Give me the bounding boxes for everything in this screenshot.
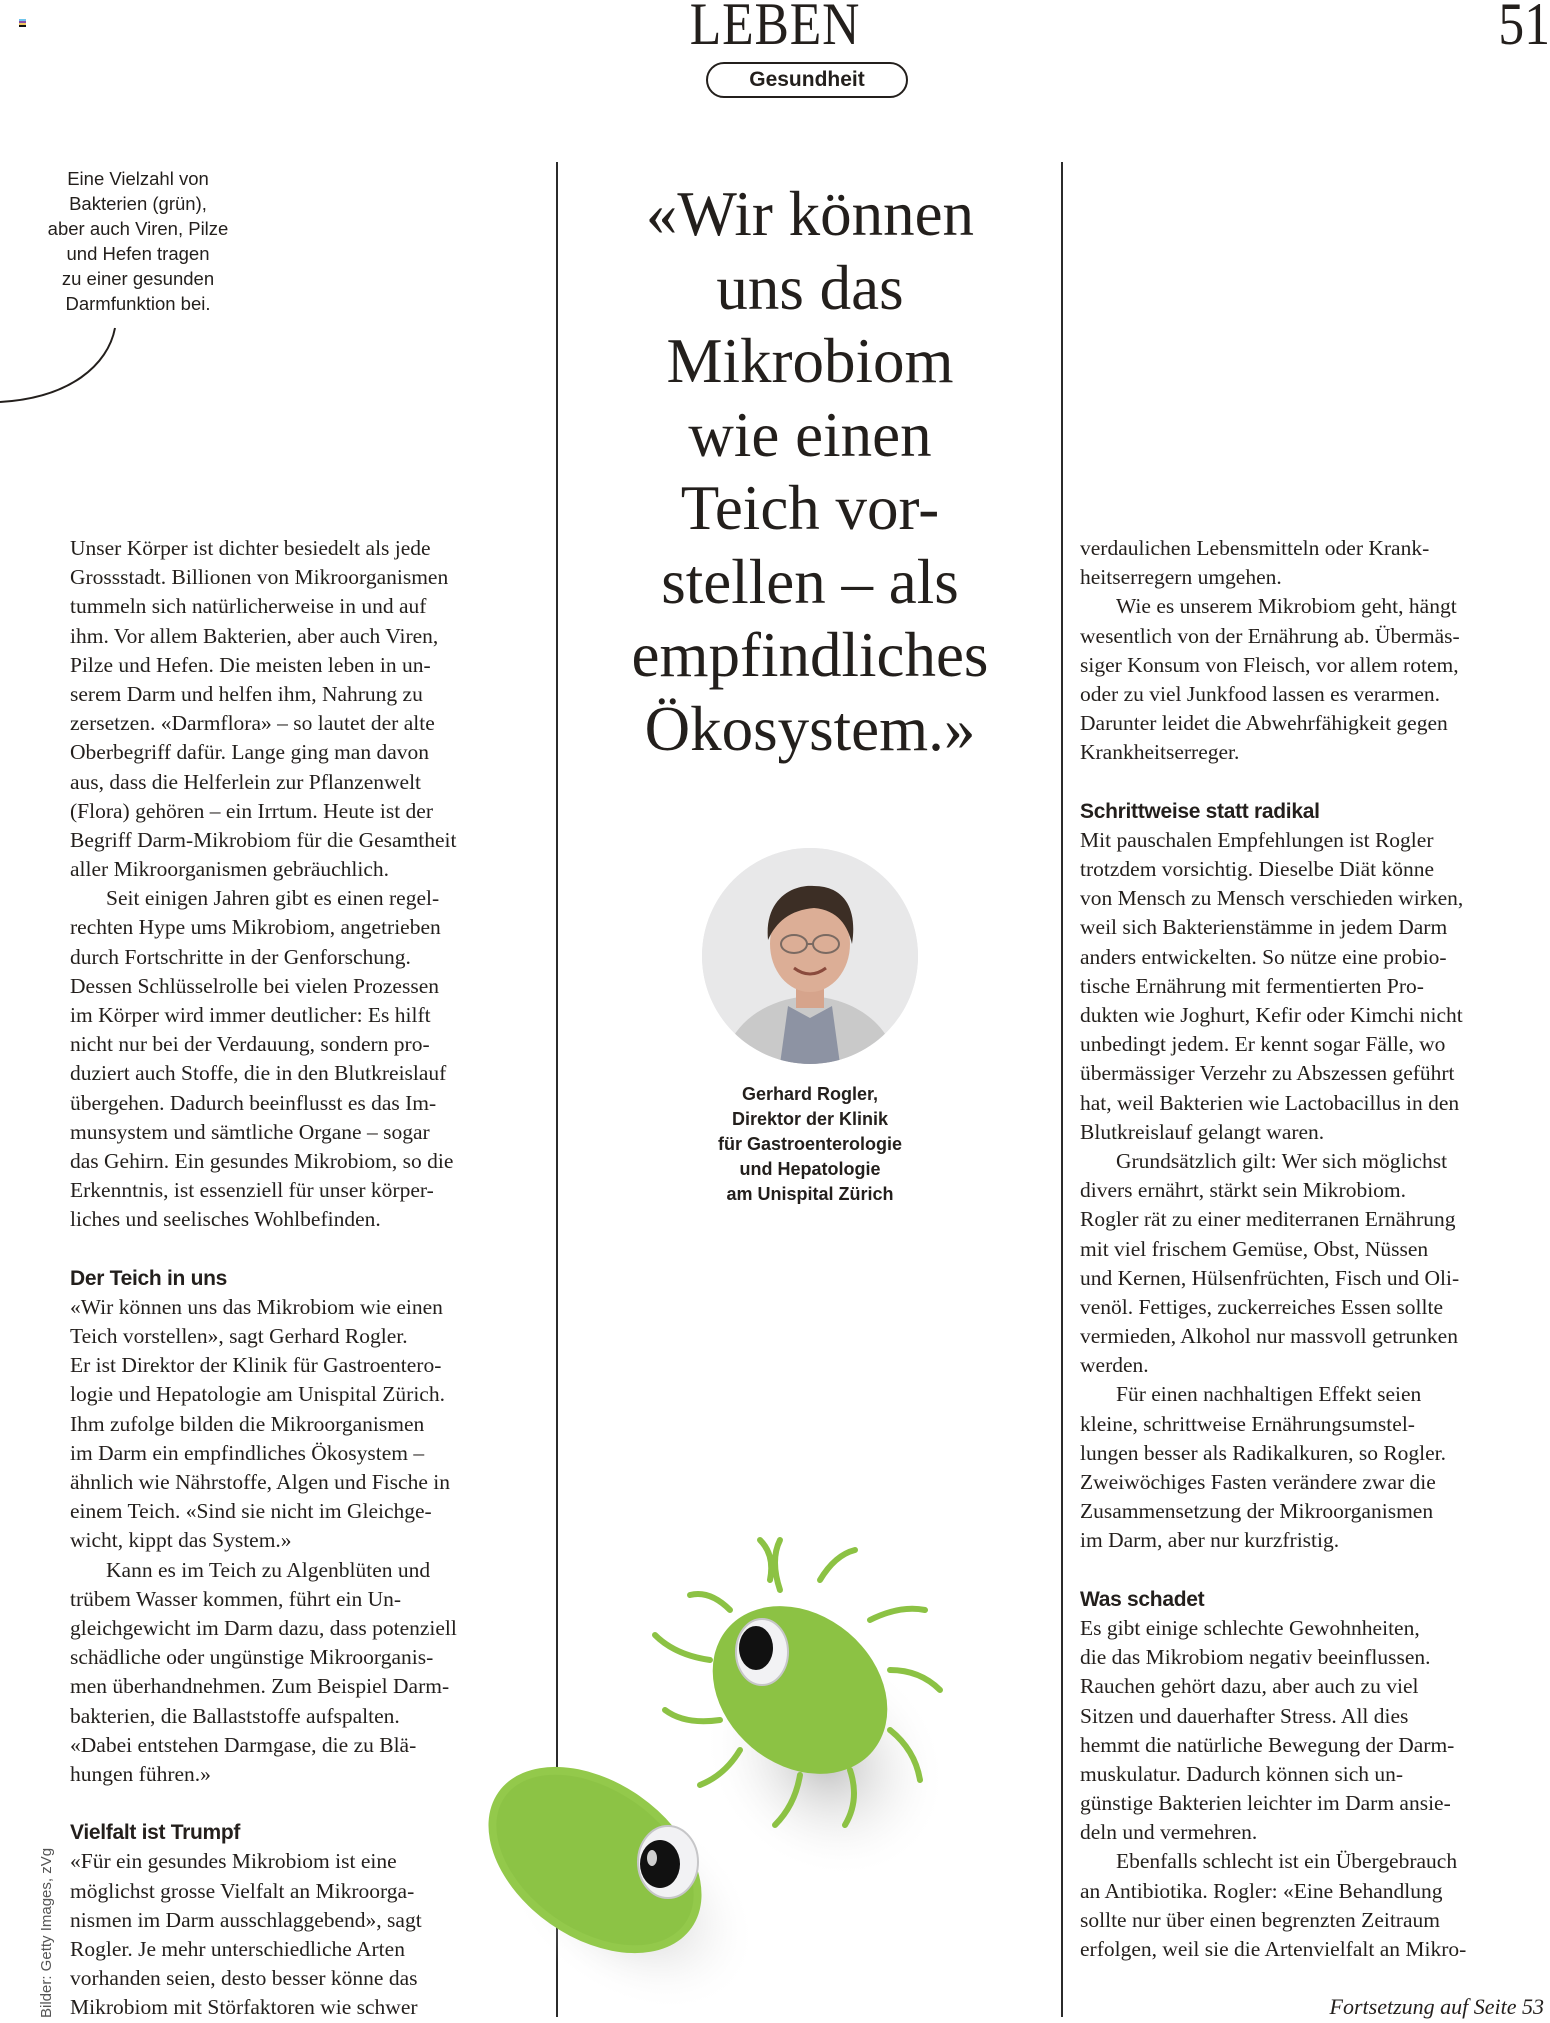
text-line: Pilze und Hefen. Die meisten leben in un- bbox=[70, 652, 431, 677]
text-line: Zusammensetzung der Mikroorganismen bbox=[1080, 1499, 1434, 1524]
paragraph bbox=[1080, 1147, 1546, 1381]
caption-line: Darmfunktion bei. bbox=[65, 293, 211, 314]
text-line: von Mensch zu Mensch verschieden wirken, bbox=[1080, 886, 1464, 911]
text-line: liches und seelisches Wohlbefinden. bbox=[70, 1207, 381, 1232]
paragraph bbox=[70, 884, 545, 1234]
text-line: tische Ernährung mit fermentierten Pro- bbox=[1080, 973, 1424, 998]
text-line: trübem Wasser kommen, führt ein Un- bbox=[70, 1586, 402, 1611]
pull-quote-line: stellen – als bbox=[661, 546, 959, 617]
text-line: nismen im Darm ausschlaggebend», sagt bbox=[70, 1907, 422, 1932]
paragraph bbox=[1080, 826, 1546, 1147]
text-line: serem Darm und helfen ihm, Nahrung zu bbox=[70, 681, 423, 706]
text-line: Teich vorstellen», sagt Gerhard Rogler. bbox=[70, 1324, 408, 1349]
text-line: gleichgewicht im Darm dazu, dass potenziell bbox=[70, 1615, 457, 1640]
text-line: im Körper wird immer deutlicher: Es hilft bbox=[70, 1003, 431, 1027]
caption-line: und Hepatologie bbox=[739, 1159, 881, 1179]
text-line: die das Mikrobiom negativ beeinflussen. bbox=[1080, 1645, 1431, 1670]
text-line: möglichst grosse Vielfalt an Mikroorga- bbox=[70, 1878, 415, 1903]
text-line: Blutkreislauf gelangt waren. bbox=[1080, 1119, 1325, 1144]
text-line: Begriff Darm-Mikrobiom für die Gesamtheit bbox=[70, 827, 457, 852]
text-line: das Gehirn. Ein gesundes Mikrobiom, so die bbox=[70, 1148, 454, 1173]
text-line: wesentlich von der Ernährung ab. Übermäs- bbox=[1080, 623, 1460, 648]
text-line: Zweiwöchiges Fasten verändere zwar die bbox=[1080, 1470, 1436, 1494]
text-line: Rogler. Je mehr unterschiedliche Arten bbox=[70, 1937, 405, 1961]
text-line: heitserregern umgehen. bbox=[1080, 565, 1282, 590]
text-line: erfolgen, weil sie die Artenvielfalt an Mikro- bbox=[1080, 1937, 1467, 1961]
paragraph bbox=[1080, 1847, 1546, 1964]
text-line: men überhandnehmen. Zum Beispiel Darm- bbox=[70, 1674, 450, 1699]
pull-quote-line: Teich vor- bbox=[680, 473, 940, 543]
text-line: ähnlich wie Nährstoffe, Algen und Fische in bbox=[70, 1470, 450, 1494]
article-column-right bbox=[1080, 534, 1546, 1964]
text-line: Dessen Schlüsselrolle bei vielen Prozessen bbox=[70, 973, 439, 998]
text-line: Mit pauschalen Empfehlungen ist Rogler bbox=[1080, 827, 1434, 852]
text-line: Ihm zufolge bilden die Mikroorganismen bbox=[70, 1411, 425, 1436]
paragraph bbox=[70, 1293, 545, 1556]
text-line: werden. bbox=[1080, 1353, 1149, 1378]
paragraph bbox=[1080, 592, 1546, 767]
bacteria-illustration bbox=[480, 1520, 1080, 2020]
text-line: durch Fortschritte in der Genforschung. bbox=[70, 944, 411, 969]
text-line: tummeln sich natürlicherweise in und auf bbox=[70, 594, 427, 619]
text-line: aus, dass die Helferlein zur Pflanzenwelt bbox=[70, 769, 422, 794]
text-line: Rogler rät zu einer mediterranen Ernährung bbox=[1080, 1207, 1456, 1232]
portrait-photo bbox=[702, 848, 918, 1064]
text-line: ihm. Vor allem Bakterien, aber auch Viren, bbox=[70, 623, 439, 648]
text-line: venöl. Fettiges, zuckerreiches Essen sollte bbox=[1080, 1294, 1444, 1319]
text-line: munsystem und sämtliche Organe – sogar bbox=[70, 1119, 430, 1144]
text-line: vermieden, Alkohol nur massvoll getrunken bbox=[1080, 1324, 1458, 1349]
pull-quote bbox=[570, 178, 1050, 766]
text-line: trotzdem vorsichtig. Dieselbe Diät könne bbox=[1080, 857, 1435, 882]
text-line: Für einen nachhaltigen Effekt seien bbox=[1116, 1382, 1422, 1407]
pull-quote-line: empfindliches bbox=[631, 620, 989, 690]
text-line: dukten wie Joghurt, Kefir oder Kimchi nicht bbox=[1080, 1003, 1463, 1027]
caption-line: aber auch Viren, Pilze bbox=[47, 218, 229, 239]
caption-line: Eine Vielzahl von bbox=[67, 168, 209, 189]
text-line: vorhanden seien, desto besser könne das bbox=[70, 1966, 418, 1991]
text-line: schädliche oder ungünstige Mikroorganis- bbox=[70, 1645, 434, 1670]
text-line: übermässiger Verzehr zu Abszessen geführt bbox=[1080, 1061, 1455, 1086]
text-line: Grundsätzlich gilt: Wer sich möglichst bbox=[1116, 1148, 1448, 1173]
paragraph bbox=[70, 1556, 545, 1790]
text-line: Sitzen und dauerhafter Stress. All dies bbox=[1080, 1703, 1409, 1728]
text-line: hungen führen.» bbox=[70, 1761, 211, 1786]
text-line: Rauchen gehört dazu, aber auch zu viel bbox=[1080, 1674, 1419, 1699]
text-line: einem Teich. «Sind sie nicht im Gleichge- bbox=[70, 1499, 432, 1524]
paragraph bbox=[1080, 1380, 1546, 1555]
person-portrait-icon bbox=[702, 848, 918, 1064]
text-line: oder zu viel Junkfood lassen es verarmen. bbox=[1080, 681, 1441, 706]
pull-quote-line: uns das bbox=[716, 252, 904, 323]
text-line: mit viel frischem Gemüse, Obst, Nüssen bbox=[1080, 1236, 1429, 1261]
text-line: muskulatur. Dadurch können sich un- bbox=[1080, 1761, 1404, 1786]
caption-line: Direktor der Klinik bbox=[731, 1109, 889, 1129]
article-column-left bbox=[70, 534, 545, 2023]
text-line: Ebenfalls schlecht ist ein Übergebrauch bbox=[1116, 1849, 1458, 1874]
text-line: hat, weil Bakterien wie Lactobacillus in den bbox=[1080, 1090, 1460, 1115]
subheading: Schrittweise statt radikal bbox=[1080, 799, 1320, 823]
text-line: Grossstadt. Billionen von Mikroorganismen bbox=[70, 565, 449, 590]
page-number: 51 bbox=[1498, 0, 1550, 57]
caption-line: zu einer gesunden bbox=[61, 268, 215, 289]
paragraph bbox=[70, 1847, 545, 2022]
text-line: «Dabei entstehen Darmgase, die zu Blä- bbox=[70, 1732, 417, 1757]
text-line: Wie es unserem Mikrobiom geht, hängt bbox=[1116, 594, 1457, 619]
text-line: «Für ein gesundes Mikrobiom ist eine bbox=[70, 1849, 397, 1874]
text-line: duziert auch Stoffe, die in den Blutkreislauf bbox=[70, 1061, 447, 1086]
text-line: sollte nur über einen begrenzten Zeitraum bbox=[1080, 1907, 1440, 1932]
image-caption bbox=[28, 166, 248, 316]
text-line: im Darm, aber nur kurzfristig. bbox=[1080, 1528, 1340, 1553]
text-line: «Wir können uns das Mikrobiom wie einen bbox=[70, 1294, 443, 1319]
text-line: logie und Hepatologie am Unispital Zürich. bbox=[70, 1382, 445, 1407]
text-line: an Antibiotika. Rogler: «Eine Behandlung bbox=[1080, 1878, 1443, 1903]
caption-line: am Unispital Zürich bbox=[726, 1184, 894, 1204]
text-line: nicht nur bei der Verdauung, sondern pro- bbox=[70, 1032, 430, 1057]
text-line: Unser Körper ist dichter besiedelt als jede bbox=[70, 536, 431, 560]
text-line: übergehen. Dadurch beeinflusst es das Im- bbox=[70, 1090, 437, 1115]
paragraph bbox=[1080, 534, 1546, 592]
photo-credit: Bilder: Getty Images, zVg bbox=[38, 1847, 55, 2018]
paragraph bbox=[1080, 1614, 1546, 1848]
text-line: Er ist Direktor der Klinik für Gastroentero- bbox=[70, 1353, 442, 1378]
portrait-caption bbox=[680, 1082, 940, 1207]
paragraph bbox=[70, 534, 545, 884]
subheading: Der Teich in uns bbox=[70, 1266, 228, 1290]
caption-line: Bakterien (grün), bbox=[69, 193, 207, 214]
text-line: Oberbegriff dafür. Lange ging man davon bbox=[70, 740, 430, 765]
section-title: LEBEN bbox=[689, 0, 861, 57]
registration-mark bbox=[19, 19, 26, 29]
text-line: Es gibt einige schlechte Gewohnheiten, bbox=[1080, 1615, 1420, 1640]
caption-pointer-arc-icon bbox=[0, 320, 130, 410]
text-line: unbedingt jedem. Er kennt sogar Fälle, wo bbox=[1080, 1032, 1446, 1057]
text-line: günstige Bakterien leichter im Darm ansie- bbox=[1080, 1791, 1451, 1816]
text-line: verdaulichen Lebensmitteln oder Krank- bbox=[1080, 536, 1430, 560]
text-line: und Kernen, Hülsenfrüchten, Fisch und Oli- bbox=[1080, 1265, 1460, 1290]
text-line: im Darm ein empfindliches Ökosystem – bbox=[70, 1440, 425, 1465]
text-line: Erkenntnis, ist essenziell für unser körper- bbox=[70, 1178, 434, 1203]
text-line: weil sich Bakterienstämme in jedem Darm bbox=[1080, 915, 1448, 940]
text-line: bakterien, die Ballaststoffe aufspalten. bbox=[70, 1703, 400, 1728]
rubric-badge: Gesundheit bbox=[706, 62, 908, 98]
continuation-note: Fortsetzung auf Seite 53 bbox=[1329, 1994, 1544, 2019]
caption-line: für Gastroenterologie bbox=[717, 1134, 903, 1154]
text-line: Seit einigen Jahren gibt es einen regel- bbox=[106, 886, 440, 911]
text-line: anders entwickelten. So nütze eine probio- bbox=[1080, 944, 1447, 969]
text-line: rechten Hype ums Mikrobiom, angetrieben bbox=[70, 915, 441, 940]
text-line: deln und vermehren. bbox=[1080, 1820, 1258, 1845]
subheading: Was schadet bbox=[1080, 1587, 1205, 1611]
text-line: (Flora) gehören – ein Irrtum. Heute ist der bbox=[70, 798, 433, 823]
pull-quote-line: Ökosystem.» bbox=[644, 693, 976, 764]
text-line: aller Mikroorganismen gebräuchlich. bbox=[70, 857, 390, 882]
text-line: Darunter leidet die Abwehrfähigkeit gegen bbox=[1080, 711, 1448, 736]
text-line: Mikrobiom mit Störfaktoren wie schwer bbox=[70, 1995, 418, 2020]
text-line: siger Konsum von Fleisch, vor allem rotem, bbox=[1080, 652, 1459, 677]
subheading: Vielfalt ist Trumpf bbox=[70, 1821, 241, 1845]
text-line: zersetzen. «Darmflora» – so lautet der alte bbox=[70, 711, 435, 736]
text-line: kleine, schrittweise Ernährungsumstel- bbox=[1080, 1411, 1415, 1436]
text-line: hemmt die natürliche Bewegung der Darm- bbox=[1080, 1732, 1455, 1757]
text-line: Kann es im Teich zu Algenblüten und bbox=[106, 1557, 431, 1582]
text-line: wicht, kippt das System.» bbox=[70, 1528, 292, 1553]
text-line: lungen besser als Radikalkuren, so Rogler. bbox=[1080, 1440, 1447, 1465]
pull-quote-line: Mikrobiom bbox=[666, 326, 954, 396]
caption-line: und Hefen tragen bbox=[66, 243, 210, 264]
text-line: divers ernährt, stärkt sein Mikrobiom. bbox=[1080, 1178, 1407, 1203]
text-line: Krankheitserreger. bbox=[1080, 740, 1240, 765]
pull-quote-line: wie einen bbox=[688, 399, 932, 470]
pull-quote-line: «Wir können bbox=[645, 179, 975, 249]
caption-line: Gerhard Rogler, bbox=[741, 1084, 879, 1104]
